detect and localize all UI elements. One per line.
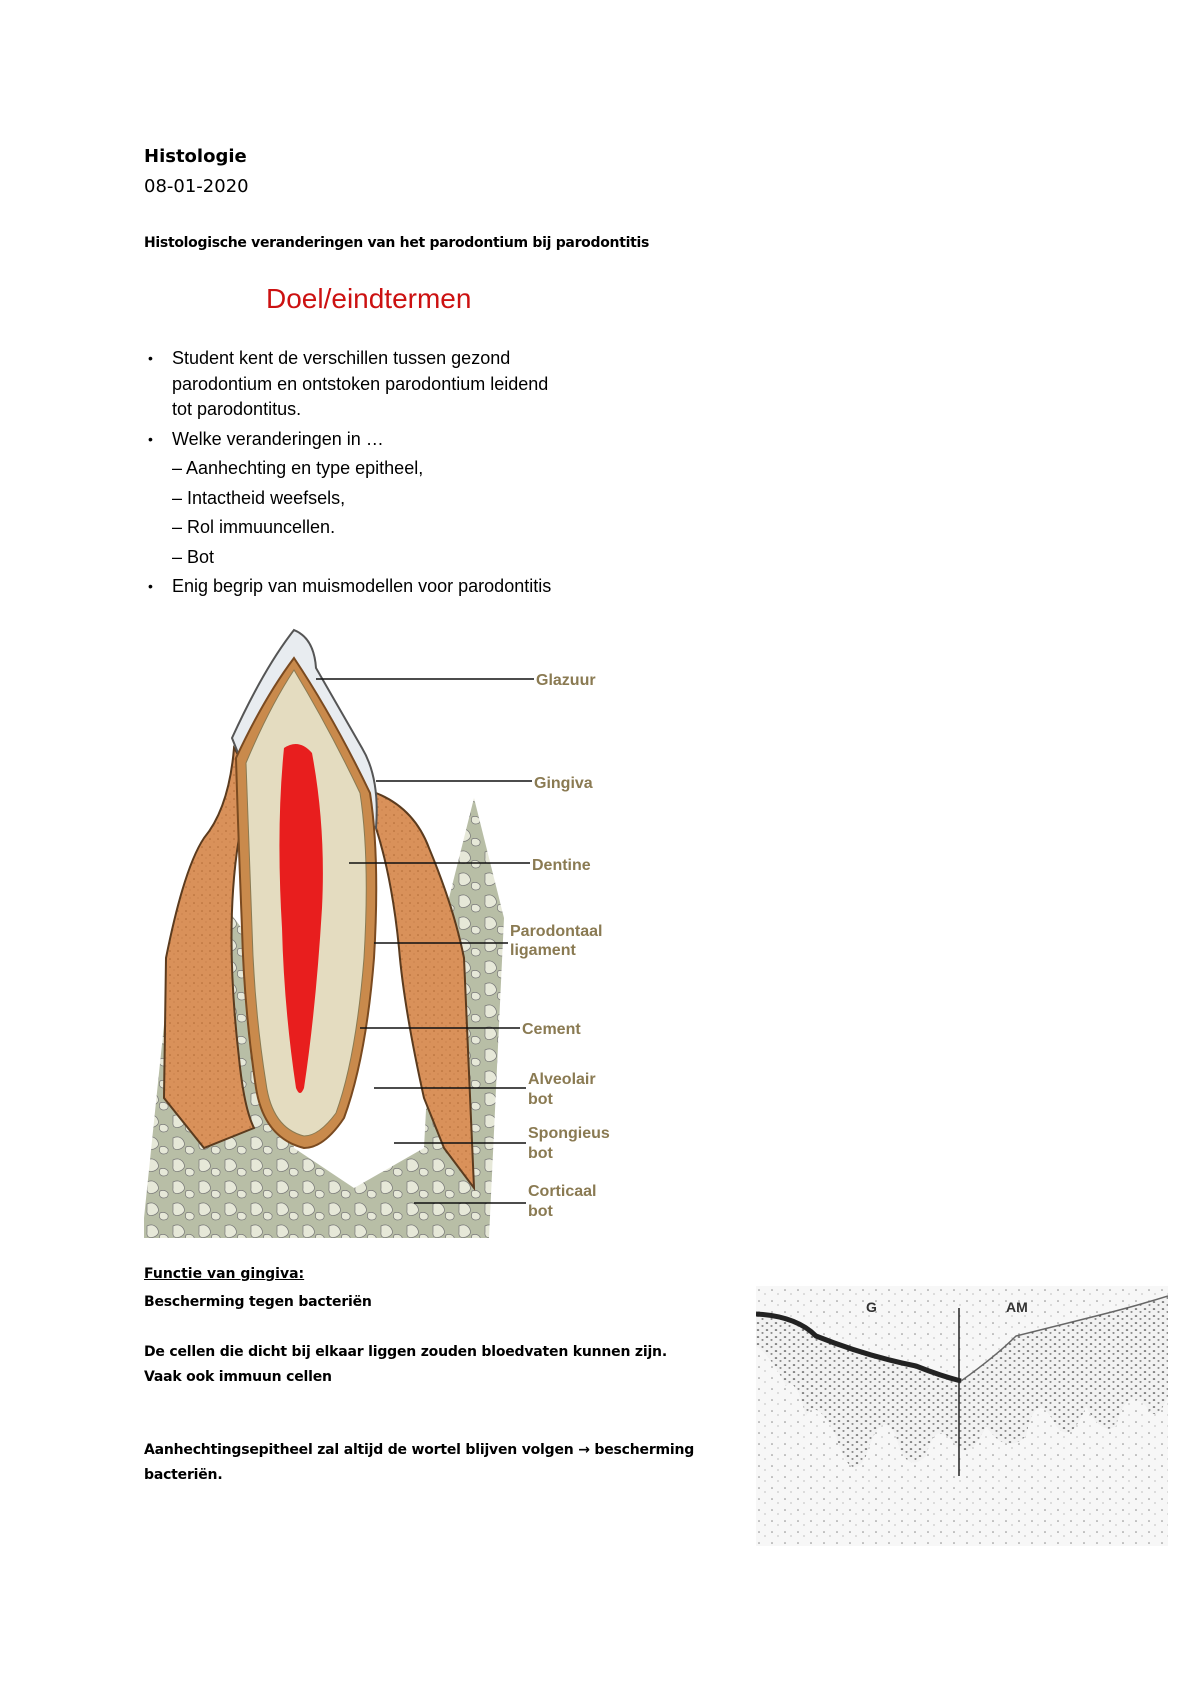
label-spongieus: Spongieus: [528, 1125, 610, 1142]
label-parodontaal: Parodontaal: [510, 923, 603, 940]
label-dentine: Dentine: [532, 857, 591, 874]
label-g: G: [866, 1299, 877, 1315]
label-gingiva: Gingiva: [534, 775, 593, 792]
paragraph-line: Aanhechtingsepitheel zal altijd de wortel blijven volgen → bescherming: [144, 1442, 695, 1458]
label-corticaal-bot: bot: [528, 1203, 553, 1220]
label-glazuur: Glazuur: [536, 672, 596, 689]
label-alveolair-bot: bot: [528, 1091, 553, 1108]
document-title: Histologie: [144, 146, 247, 167]
slide-bullet-list: [140, 346, 660, 600]
tooth-anatomy-diagram: [144, 628, 640, 1238]
label-ligament: ligament: [510, 942, 576, 959]
label-spongieus-bot: bot: [528, 1145, 553, 1162]
bullet-item: • Welke veranderingen in …: [148, 428, 384, 449]
document-subtitle: Histologische veranderingen van het parodontium bij parodontitis: [144, 235, 650, 251]
right-gingiva-bone: [376, 793, 474, 1188]
bullet-item: • Student kent de verschillen tussen gezond: [148, 348, 511, 368]
paragraph-function: Bescherming tegen bacteriën: [144, 1294, 372, 1310]
document-date: 08-01-2020: [144, 176, 249, 197]
sub-bullet-item: – Bot: [172, 546, 215, 567]
sub-bullet-item: – Intactheid weefsels,: [172, 487, 346, 508]
label-alveolair: Alveolair: [528, 1071, 596, 1088]
paragraph-line: De cellen die dicht bij elkaar liggen zouden bloedvaten kunnen zijn.: [144, 1344, 667, 1360]
paragraph-cells: [144, 1340, 724, 1390]
paragraph-line: Vaak ook immuun cellen: [144, 1369, 332, 1385]
sub-bullet-item: – Rol immuuncellen.: [172, 517, 336, 537]
paragraph-epitheel: [144, 1438, 744, 1488]
slide-title: Doel/eindtermen: [266, 283, 472, 314]
label-am: AM: [1006, 1299, 1028, 1315]
histology-micrograph: [756, 1286, 1168, 1546]
label-cement: Cement: [522, 1021, 581, 1038]
label-corticaal: Corticaal: [528, 1183, 597, 1200]
sub-bullet-item: – Aanhechting en type epitheel,: [172, 458, 424, 478]
section-heading: Functie van gingiva:: [144, 1266, 305, 1282]
bullet-item: • Enig begrip van muismodellen voor parodontitis: [148, 576, 552, 596]
bullet-continuation: parodontium en ontstoken parodontium leidend: [172, 373, 549, 394]
bullet-continuation: tot parodontitus.: [172, 399, 302, 419]
paragraph-line: bacteriën.: [144, 1467, 223, 1483]
